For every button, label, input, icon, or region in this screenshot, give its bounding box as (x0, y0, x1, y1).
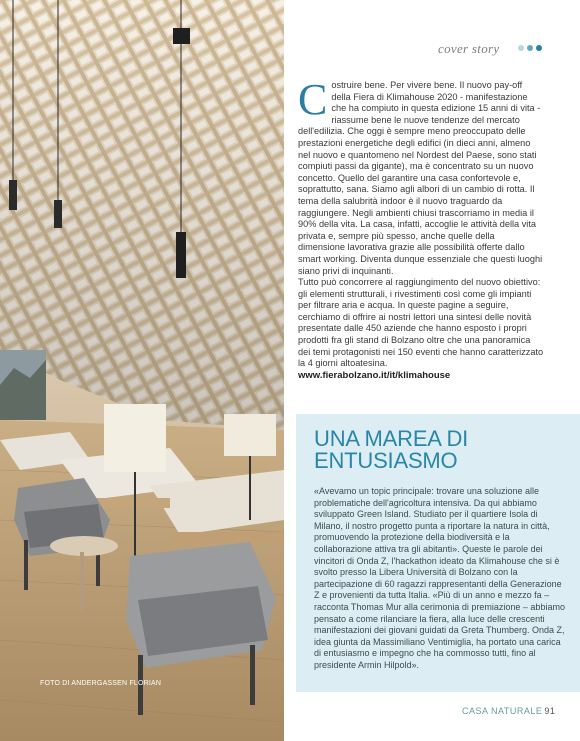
article-paragraph-1 (298, 75, 544, 277)
cover-photo (0, 0, 284, 741)
dot-dark (536, 45, 542, 51)
box-text: «Avevamo un topic principale: trovare una soluzione alle problematiche dell'agricoltura intensiva. Da qui abbiamo sviluppato Green Island. Studiato per il quartiere Isola di Milano, il nostro progetto punta a riportare la natura in città, promuovendo la protezione della biodiversità e la collaborazione attiva tra gli abitanti». Queste le parole dei vincitori di Onda Z, l'hackathon ideato da Klimahouse che si è svolto presso la Libera Università di Bolzano con la partecipazione di 60 ragazzi rappresentanti della Generazione Z e provenienti da tutta Italia. «Più di un anno e mezzo fa – racconta Thomas Mur alla cerimonia di premiazione – abbiamo pensato a come rilanciare la fiera, alla luce delle crescenti manifestazioni dei giovani guidati da Greta Thumberg. Onda Z, idea giunta da Massimiliano Ventimiglia, ha portato una carica di entusiasmo e impegno che ha commosso tutti, fino al presidente Armin Hilpold». (314, 486, 565, 670)
page-footer (462, 706, 555, 716)
article-body (298, 75, 544, 381)
photo-credit: FOTO DI ANDERGASSEN FLORIAN (40, 680, 162, 687)
magazine-name: CASA NATURALE (462, 706, 543, 716)
paragraph-1-text: ostruire bene. Per vivere bene. Il nuovo pay-off della Fiera di Klimahouse 2020 - manifestazione che ha compiuto in questa edizione 15 anni di vita - riassume bene le nuove tendenze del mercato dell'edilizia. Che oggi è sempre meno preoccupato delle prestazioni energetiche degli edifici (in dieci anni, almeno nel nuovo e quantomeno nel Nordest del Paese, sono stati compiuti passi da gigante), ma è concentrato su un nuovo concetto. Quello del garantire una casa confortevole e, soprattutto, sana. Siamo agli albori di un cambio di rotta. Il tema della salubrità indoor è il nuovo traguardo da raggiungere. Negli ambienti chiusi trascorriamo in media il 90% della vita. La casa, infatti, accoglie le attività della vita privata e, sempre più spesso, anche quelle della dimensione lavorativa grazie alle possibilità offerte dallo smart working. Diventa dunque essenziale che questi luoghi siano privi di inquinanti. (298, 80, 543, 276)
dot-light (518, 45, 524, 51)
section-label: cover story (438, 41, 500, 56)
article-paragraph-2: Tutto può concorrere al raggiungimento del nuovo obiettivo: gli elementi strutturali, i rivestimenti così come gli impianti per filtrare aria e acqua. In queste pagine a seguire, cerchiamo di offrire ai nostri lettori una sintesi delle novità presentate dalle 450 aziende che hanno esposto i propri prodotti fra gli stand di Bolzano oltre che una panoramica dei temi protagonisti nei 150 eventi che hanno caratterizzato la 4 giorni altoatesina. (298, 277, 544, 369)
page-number: 91 (544, 706, 556, 716)
section-dots (518, 45, 542, 51)
drop-cap: C (298, 75, 328, 124)
sidebar-box (296, 414, 580, 692)
dot-medium (527, 45, 533, 51)
box-title: UNA MAREA DI ENTUSIASMO (314, 426, 469, 473)
website-link[interactable]: www.fierabolzano.it/it/klimahouse (298, 369, 451, 381)
photo-illustration (0, 0, 284, 741)
